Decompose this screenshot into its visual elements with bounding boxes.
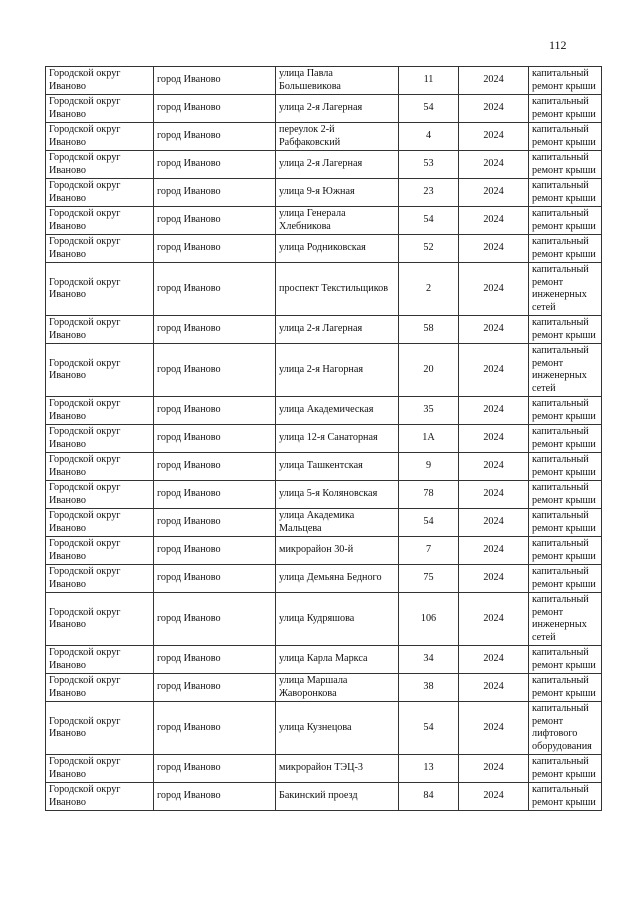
city-cell: город Иваново — [154, 702, 276, 755]
work-type-cell: капитальный ремонт крыши — [529, 67, 602, 95]
table-row — [46, 67, 602, 95]
city-cell: город Иваново — [154, 179, 276, 207]
street-cell: улица 5-я Коляновская — [276, 481, 399, 509]
house-number-cell: 53 — [399, 151, 459, 179]
house-number-cell: 52 — [399, 235, 459, 263]
street-cell: улица Генерала Хлебникова — [276, 207, 399, 235]
house-number-cell: 38 — [399, 674, 459, 702]
house-number-cell: 35 — [399, 397, 459, 425]
table-row — [46, 263, 602, 316]
district-cell: Городской округ Иваново — [46, 316, 154, 344]
street-cell: улица 12-я Санаторная — [276, 425, 399, 453]
house-number-cell: 4 — [399, 123, 459, 151]
work-type-cell: капитальный ремонт крыши — [529, 123, 602, 151]
housing-repair-table — [45, 66, 602, 811]
street-cell: улица 2-я Лагерная — [276, 151, 399, 179]
street-cell: улица Кудряшова — [276, 593, 399, 646]
house-number-cell: 20 — [399, 344, 459, 397]
work-type-cell: капитальный ремонт инженерных сетей — [529, 593, 602, 646]
district-cell: Городской округ Иваново — [46, 151, 154, 179]
table-row — [46, 397, 602, 425]
table-row — [46, 537, 602, 565]
city-cell: город Иваново — [154, 755, 276, 783]
work-type-cell: капитальный ремонт крыши — [529, 509, 602, 537]
work-type-cell: капитальный ремонт крыши — [529, 151, 602, 179]
year-cell: 2024 — [459, 565, 529, 593]
house-number-cell: 2 — [399, 263, 459, 316]
district-cell: Городской округ Иваново — [46, 95, 154, 123]
house-number-cell: 54 — [399, 702, 459, 755]
street-cell: улица Академика Мальцева — [276, 509, 399, 537]
district-cell: Городской округ Иваново — [46, 674, 154, 702]
city-cell: город Иваново — [154, 235, 276, 263]
year-cell: 2024 — [459, 397, 529, 425]
year-cell: 2024 — [459, 316, 529, 344]
house-number-cell: 78 — [399, 481, 459, 509]
table-row — [46, 481, 602, 509]
district-cell: Городской округ Иваново — [46, 397, 154, 425]
table-row — [46, 702, 602, 755]
year-cell: 2024 — [459, 509, 529, 537]
work-type-cell: капитальный ремонт крыши — [529, 453, 602, 481]
city-cell: город Иваново — [154, 151, 276, 179]
house-number-cell: 75 — [399, 565, 459, 593]
street-cell: микрорайон ТЭЦ-3 — [276, 755, 399, 783]
year-cell: 2024 — [459, 207, 529, 235]
district-cell: Городской округ Иваново — [46, 702, 154, 755]
table-row — [46, 425, 602, 453]
district-cell: Городской округ Иваново — [46, 235, 154, 263]
work-type-cell: капитальный ремонт крыши — [529, 316, 602, 344]
district-cell: Городской округ Иваново — [46, 179, 154, 207]
table-row — [46, 179, 602, 207]
house-number-cell: 84 — [399, 783, 459, 811]
year-cell: 2024 — [459, 646, 529, 674]
city-cell: город Иваново — [154, 263, 276, 316]
work-type-cell: капитальный ремонт крыши — [529, 537, 602, 565]
table-row — [46, 344, 602, 397]
table-row — [46, 316, 602, 344]
street-cell: улица Кузнецова — [276, 702, 399, 755]
city-cell: город Иваново — [154, 397, 276, 425]
house-number-cell: 13 — [399, 755, 459, 783]
house-number-cell: 54 — [399, 95, 459, 123]
city-cell: город Иваново — [154, 509, 276, 537]
street-cell: улица Ташкентская — [276, 453, 399, 481]
year-cell: 2024 — [459, 151, 529, 179]
table-row — [46, 509, 602, 537]
district-cell: Городской округ Иваново — [46, 755, 154, 783]
table-row — [46, 235, 602, 263]
year-cell: 2024 — [459, 425, 529, 453]
district-cell: Городской округ Иваново — [46, 207, 154, 235]
district-cell: Городской округ Иваново — [46, 537, 154, 565]
work-type-cell: капитальный ремонт крыши — [529, 397, 602, 425]
work-type-cell: капитальный ремонт лифтового оборудования — [529, 702, 602, 755]
house-number-cell: 9 — [399, 453, 459, 481]
district-cell: Городской округ Иваново — [46, 453, 154, 481]
table-row — [46, 123, 602, 151]
table-row — [46, 453, 602, 481]
year-cell: 2024 — [459, 453, 529, 481]
work-type-cell: капитальный ремонт крыши — [529, 179, 602, 207]
district-cell: Городской округ Иваново — [46, 481, 154, 509]
table-body — [46, 67, 602, 811]
work-type-cell: капитальный ремонт крыши — [529, 674, 602, 702]
street-cell: улица 2-я Нагорная — [276, 344, 399, 397]
table-row — [46, 593, 602, 646]
city-cell: город Иваново — [154, 95, 276, 123]
district-cell: Городской округ Иваново — [46, 565, 154, 593]
city-cell: город Иваново — [154, 646, 276, 674]
house-number-cell: 23 — [399, 179, 459, 207]
year-cell: 2024 — [459, 235, 529, 263]
street-cell: Бакинский проезд — [276, 783, 399, 811]
district-cell: Городской округ Иваново — [46, 123, 154, 151]
street-cell: переулок 2-й Рабфаковский — [276, 123, 399, 151]
year-cell: 2024 — [459, 674, 529, 702]
city-cell: город Иваново — [154, 593, 276, 646]
street-cell: проспект Текстильщиков — [276, 263, 399, 316]
year-cell: 2024 — [459, 783, 529, 811]
district-cell: Городской округ Иваново — [46, 67, 154, 95]
city-cell: город Иваново — [154, 537, 276, 565]
table-row — [46, 95, 602, 123]
year-cell: 2024 — [459, 593, 529, 646]
street-cell: улица 2-я Лагерная — [276, 316, 399, 344]
city-cell: город Иваново — [154, 783, 276, 811]
house-number-cell: 58 — [399, 316, 459, 344]
table-row — [46, 646, 602, 674]
year-cell: 2024 — [459, 123, 529, 151]
year-cell: 2024 — [459, 702, 529, 755]
house-number-cell: 106 — [399, 593, 459, 646]
district-cell: Городской округ Иваново — [46, 344, 154, 397]
district-cell: Городской округ Иваново — [46, 263, 154, 316]
house-number-cell: 11 — [399, 67, 459, 95]
work-type-cell: капитальный ремонт крыши — [529, 95, 602, 123]
work-type-cell: капитальный ремонт инженерных сетей — [529, 263, 602, 316]
work-type-cell: капитальный ремонт инженерных сетей — [529, 344, 602, 397]
year-cell: 2024 — [459, 481, 529, 509]
street-cell: улица 9-я Южная — [276, 179, 399, 207]
house-number-cell: 54 — [399, 207, 459, 235]
city-cell: город Иваново — [154, 67, 276, 95]
year-cell: 2024 — [459, 755, 529, 783]
house-number-cell: 54 — [399, 509, 459, 537]
street-cell: улица Маршала Жаворонкова — [276, 674, 399, 702]
year-cell: 2024 — [459, 537, 529, 565]
year-cell: 2024 — [459, 95, 529, 123]
table-row — [46, 151, 602, 179]
table-row — [46, 674, 602, 702]
work-type-cell: капитальный ремонт крыши — [529, 235, 602, 263]
table-row — [46, 207, 602, 235]
year-cell: 2024 — [459, 263, 529, 316]
street-cell: улица 2-я Лагерная — [276, 95, 399, 123]
city-cell: город Иваново — [154, 207, 276, 235]
city-cell: город Иваново — [154, 453, 276, 481]
street-cell: микрорайон 30-й — [276, 537, 399, 565]
work-type-cell: капитальный ремонт крыши — [529, 565, 602, 593]
year-cell: 2024 — [459, 67, 529, 95]
street-cell: улица Демьяна Бедного — [276, 565, 399, 593]
work-type-cell: капитальный ремонт крыши — [529, 207, 602, 235]
city-cell: город Иваново — [154, 344, 276, 397]
city-cell: город Иваново — [154, 316, 276, 344]
city-cell: город Иваново — [154, 674, 276, 702]
district-cell: Городской округ Иваново — [46, 646, 154, 674]
district-cell: Городской округ Иваново — [46, 593, 154, 646]
work-type-cell: капитальный ремонт крыши — [529, 783, 602, 811]
table-row — [46, 783, 602, 811]
house-number-cell: 1А — [399, 425, 459, 453]
city-cell: город Иваново — [154, 425, 276, 453]
street-cell: улица Павла Большевикова — [276, 67, 399, 95]
district-cell: Городской округ Иваново — [46, 425, 154, 453]
house-number-cell: 7 — [399, 537, 459, 565]
table-row — [46, 565, 602, 593]
city-cell: город Иваново — [154, 123, 276, 151]
work-type-cell: капитальный ремонт крыши — [529, 646, 602, 674]
table-row — [46, 755, 602, 783]
street-cell: улица Академическая — [276, 397, 399, 425]
work-type-cell: капитальный ремонт крыши — [529, 755, 602, 783]
page-number: 112 — [549, 38, 567, 52]
street-cell: улица Родниковская — [276, 235, 399, 263]
year-cell: 2024 — [459, 344, 529, 397]
district-cell: Городской округ Иваново — [46, 783, 154, 811]
work-type-cell: капитальный ремонт крыши — [529, 425, 602, 453]
street-cell: улица Карла Маркса — [276, 646, 399, 674]
city-cell: город Иваново — [154, 565, 276, 593]
house-number-cell: 34 — [399, 646, 459, 674]
city-cell: город Иваново — [154, 481, 276, 509]
district-cell: Городской округ Иваново — [46, 509, 154, 537]
work-type-cell: капитальный ремонт крыши — [529, 481, 602, 509]
year-cell: 2024 — [459, 179, 529, 207]
